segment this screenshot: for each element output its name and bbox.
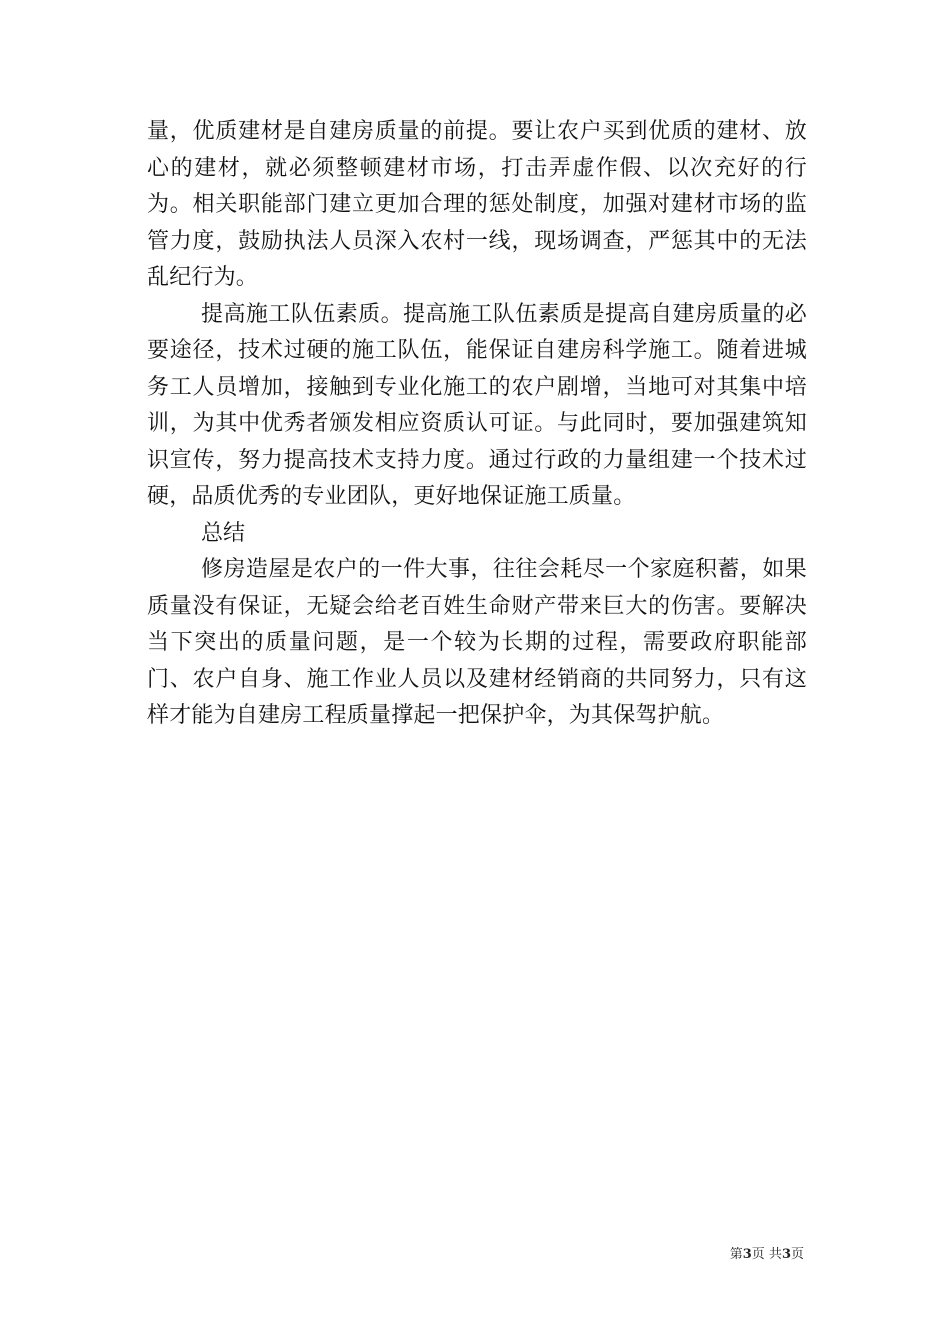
document-body bbox=[147, 114, 807, 735]
paragraph-building-materials: 量，优质建材是自建房质量的前提。要让农户买到优质的建材、放心的建材，就必须整顿建材市场，打击弄虚作假、以次充好的行为。相关职能部门建立更加合理的惩处制度，加强对建材市场的监管力度，鼓励执法人员深入农村一线，现场调查，严惩其中的无法乱纪行为。 bbox=[147, 119, 807, 290]
summary-heading: 总结 bbox=[201, 520, 246, 546]
paragraph-summary: 修房造屋是农户的一件大事，往往会耗尽一个家庭积蓄，如果质量没有保证，无疑会给老百姓生命财产带来巨大的伤害。要解决当下突出的质量问题，是一个较为长期的过程，需要政府职能部门、农户自身、施工作业人员以及建材经销商的共同努力，只有这样才能为自建房工程质量撑起一把保护伞，为其保驾护航。 bbox=[147, 557, 807, 728]
footer-current-page: 3 bbox=[742, 1247, 752, 1262]
paragraph-construction-team: 提高施工队伍素质。提高施工队伍素质是提高自建房质量的必要途径，技术过硬的施工队伍，能保证自建房科学施工。随着进城务工人员增加，接触到专业化施工的农户剧增，当地可对其集中培训，为其中优秀者颁发相应资质认可证。与此同时，要加强建筑知识宣传，努力提高技术支持力度。通过行政的力量组建一个技术过硬，品质优秀的专业团队，更好地保证施工质量。 bbox=[147, 301, 807, 509]
footer-middle: 页 共 bbox=[751, 1247, 782, 1262]
footer-prefix: 第 bbox=[729, 1247, 743, 1262]
footer-suffix: 页 bbox=[790, 1247, 804, 1262]
footer-total-pages: 3 bbox=[781, 1247, 791, 1262]
page-number-footer bbox=[730, 1247, 804, 1263]
